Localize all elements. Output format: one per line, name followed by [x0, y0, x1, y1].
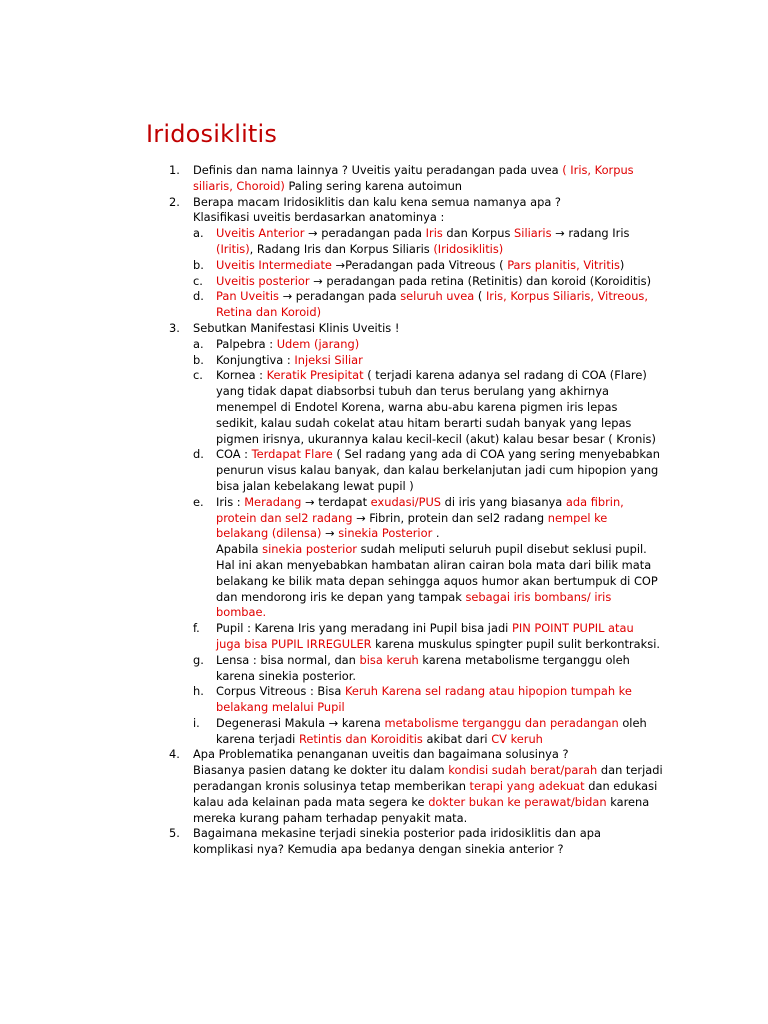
- highlighted-text: bisa keruh: [359, 652, 419, 667]
- text-run: .: [432, 526, 440, 541]
- sub-item-letter: i.: [193, 715, 200, 730]
- text-run: Lensa : bisa normal, dan: [216, 652, 360, 667]
- sub-item-letter: a.: [193, 336, 204, 351]
- highlighted-text: Iris: [425, 226, 443, 241]
- highlighted-text: Keratik Presipitat: [266, 368, 364, 383]
- highlighted-text: Retintis dan Koroiditis: [298, 731, 423, 746]
- sub-item-letter: c.: [193, 273, 203, 288]
- highlighted-text: Pan Uveitis: [216, 289, 279, 304]
- text-run: Iris :: [216, 494, 245, 509]
- item-number: 2.: [169, 194, 180, 209]
- question-item-5: [0, 826, 663, 858]
- highlighted-text: (Iritis): [216, 241, 250, 256]
- highlighted-text: dokter bukan ke perawat/bidan: [428, 794, 607, 809]
- sub-item-b: [0, 258, 660, 274]
- text-run: karena mereka kurang paham terhadap penyakit mata.: [193, 794, 650, 825]
- sub-item-d: [0, 289, 660, 321]
- sub-item-letter: b.: [193, 352, 204, 367]
- text-run: →Peradangan pada Vitreous (: [331, 257, 508, 272]
- item-number: 1.: [169, 163, 180, 177]
- text-run: dan Korpus: [442, 226, 515, 241]
- highlighted-text: sinekia posterior: [262, 542, 357, 557]
- text-run: akibat dari: [422, 731, 492, 746]
- highlighted-text: (Iridosiklitis): [433, 241, 504, 256]
- text-run: oleh karena terjadi: [216, 715, 647, 746]
- text-run: Degenerasi Makula → karena: [216, 715, 385, 730]
- highlighted-text: kondisi sudah berat/parah: [448, 763, 598, 778]
- highlighted-text: CV keruh: [491, 731, 543, 746]
- highlighted-text: Uveitis Intermediate: [216, 257, 332, 272]
- sub-item-a: [0, 337, 660, 353]
- sub-item-letter: h.: [193, 684, 204, 699]
- highlighted-text: terapi yang adekuat: [469, 779, 585, 794]
- sub-item-letter: e.: [193, 494, 204, 509]
- text-run: ): [619, 257, 625, 272]
- sub-item-letter: b.: [193, 257, 204, 272]
- sub-item-c: [0, 274, 660, 290]
- highlighted-text: Meradang: [244, 494, 302, 509]
- text-run: Sebutkan Manifestasi Klinis Uveitis !: [193, 320, 400, 335]
- text-run: , Radang Iris dan Korpus Siliaris: [249, 241, 434, 256]
- highlighted-text: ( Iris, Korpus siliaris, Choroid): [193, 163, 634, 193]
- highlighted-text: Iris, Korpus Siliaris, Vitreous, Retina dan Koroid): [216, 289, 648, 320]
- highlighted-text: Injeksi Siliar: [294, 352, 363, 367]
- highlighted-text: sinekia Posterior: [338, 526, 433, 541]
- item-continuation: [0, 210, 663, 226]
- question-item-4: [0, 747, 663, 763]
- text-run: → radang Iris: [551, 226, 630, 241]
- text-run: Apa Problematika penanganan uveitis dan bagaimana solusinya ?: [193, 747, 569, 762]
- text-run: Biasanya pasien datang ke dokter itu dalam: [193, 763, 449, 778]
- text-run: di iris yang biasanya: [441, 494, 566, 509]
- text-run: sudah meliputi seluruh pupil disebut seklusi pupil. Hal ini akan menyebabkan hambatan aliran cairan bola mata dari bilik mata belakang ke bilik mata depan sehingga aquos humor akan bertumpuk di COP dan mendorong iris ke depan yang tampak: [216, 542, 658, 604]
- sub-item-c: [0, 368, 660, 447]
- highlighted-text: Uveitis posterior: [216, 273, 310, 288]
- sub-item-f: [0, 621, 660, 653]
- highlighted-text: Pars planitis, Vitritis: [507, 257, 620, 272]
- sub-item-letter: a.: [193, 226, 204, 241]
- question-list: [0, 163, 768, 858]
- text-run: Pupil : Karena Iris yang meradang ini Pupil bisa jadi: [216, 621, 512, 636]
- text-run: →: [321, 526, 339, 541]
- sub-item-g: [0, 653, 660, 685]
- sub-item-e: [0, 495, 660, 542]
- text-run: (: [474, 289, 486, 304]
- text-run: → Fibrin, protein dan sel2 radang: [352, 510, 548, 525]
- item-number: 5.: [169, 826, 180, 841]
- highlighted-text: Uveitis Anterior: [216, 226, 305, 241]
- sub-item-d: [0, 447, 660, 494]
- text-run: dan edukasi kalau ada kelainan pada mata segera ke: [193, 779, 658, 809]
- highlighted-text: Udem (jarang): [276, 336, 360, 351]
- text-run: Palpebra :: [216, 336, 277, 351]
- sub-item-a: [0, 226, 660, 258]
- question-item-3: [0, 321, 663, 337]
- text-run: Definis dan nama lainnya ? Uveitis yaitu peradangan pada uvea: [193, 163, 563, 177]
- text-run: Bagaimana mekasine terjadi sinekia posterior pada iridosiklitis dan apa komplikasi nya? Kemudia apa bedanya dengan sinekia anterior ?: [193, 826, 601, 857]
- text-run: dan terjadi peradangan kronis solusinya tetap memberikan: [193, 763, 663, 794]
- highlighted-text: PIN POINT PUPIL atau juga bisa PUPIL IRREGULER: [216, 621, 634, 651]
- highlighted-text: Terdapat Flare: [251, 447, 333, 462]
- highlighted-text: sebagai iris bombans/ iris bombae.: [216, 589, 612, 620]
- highlighted-text: nempel ke belakang (dilensa): [216, 510, 608, 541]
- text-run: ( Sel radang yang ada di COA yang sering menyebabkan penurun visus kalau banyak, dan kalau berkelanjutan jadi cum hipopion yang bisa jalan kebelakang lewat pupil ): [216, 447, 660, 493]
- text-run: → terdapat: [301, 494, 371, 509]
- item-number: 4.: [169, 747, 180, 762]
- text-run: ( terjadi karena adanya sel radang di COA (Flare) yang tidak dapat diabsorbsi tubuh dan terus berulang yang akhirnya menempel di Endotel Korena, warna abu-abu karena pigmen iris lepas sedikit, kalau sudah cokelat atau hitam berarti sudah banyak yang lepas pigmen irisnya, ukurannya kalau kecil-kecil (akut) kalau besar besar ( Kronis): [216, 368, 656, 446]
- text-run: COA :: [216, 447, 252, 462]
- question-item-1: [0, 163, 663, 195]
- text-run: Konjungtiva :: [216, 352, 295, 367]
- highlighted-text: metabolisme terganggu dan peradangan: [384, 715, 619, 730]
- sub-item-continuation: [0, 542, 660, 621]
- item-continuation: [0, 763, 663, 826]
- text-run: Klasifikasi uveitis berdasarkan anatominya :: [193, 210, 445, 225]
- highlighted-text: seluruh uvea: [400, 289, 475, 304]
- sub-item-letter: f.: [193, 621, 200, 636]
- text-run: Corpus Vitreous : Bisa: [216, 684, 345, 699]
- highlighted-text: ada fibrin, protein dan sel2 radang: [216, 494, 624, 525]
- text-run: Kornea :: [216, 368, 267, 383]
- highlighted-text: Keruh Karena sel radang atau hipopion tumpah ke belakang melalui Pupil: [216, 684, 632, 715]
- text-run: karena muskulus spingter pupil sulit berkontraksi.: [371, 636, 660, 651]
- sub-item-letter: c.: [193, 368, 203, 383]
- text-run: → peradangan pada retina (Retinitis) dan koroid (Koroiditis): [309, 273, 652, 288]
- sub-item-letter: d.: [193, 447, 204, 462]
- text-run: karena metabolisme terganggu oleh karena sinekia posterior.: [216, 652, 630, 683]
- text-run: → peradangan pada: [279, 289, 401, 304]
- text-run: Berapa macam Iridosiklitis dan kalu kena semua namanya apa ?: [193, 194, 561, 209]
- sub-item-b: [0, 353, 660, 369]
- highlighted-text: exudasi/PUS: [370, 494, 442, 509]
- sub-item-letter: g.: [193, 652, 204, 667]
- text-run: → peradangan pada: [304, 226, 426, 241]
- item-number: 3.: [169, 320, 180, 335]
- sub-item-i: [0, 716, 660, 748]
- text-run: Apabila: [216, 542, 263, 557]
- text-run: Paling sering karena autoimun: [284, 178, 463, 193]
- sub-item-h: [0, 684, 660, 716]
- highlighted-text: Siliaris: [514, 226, 552, 241]
- sub-item-letter: d.: [193, 289, 204, 304]
- document-title: Iridosiklitis: [146, 120, 278, 148]
- question-item-2: [0, 195, 663, 211]
